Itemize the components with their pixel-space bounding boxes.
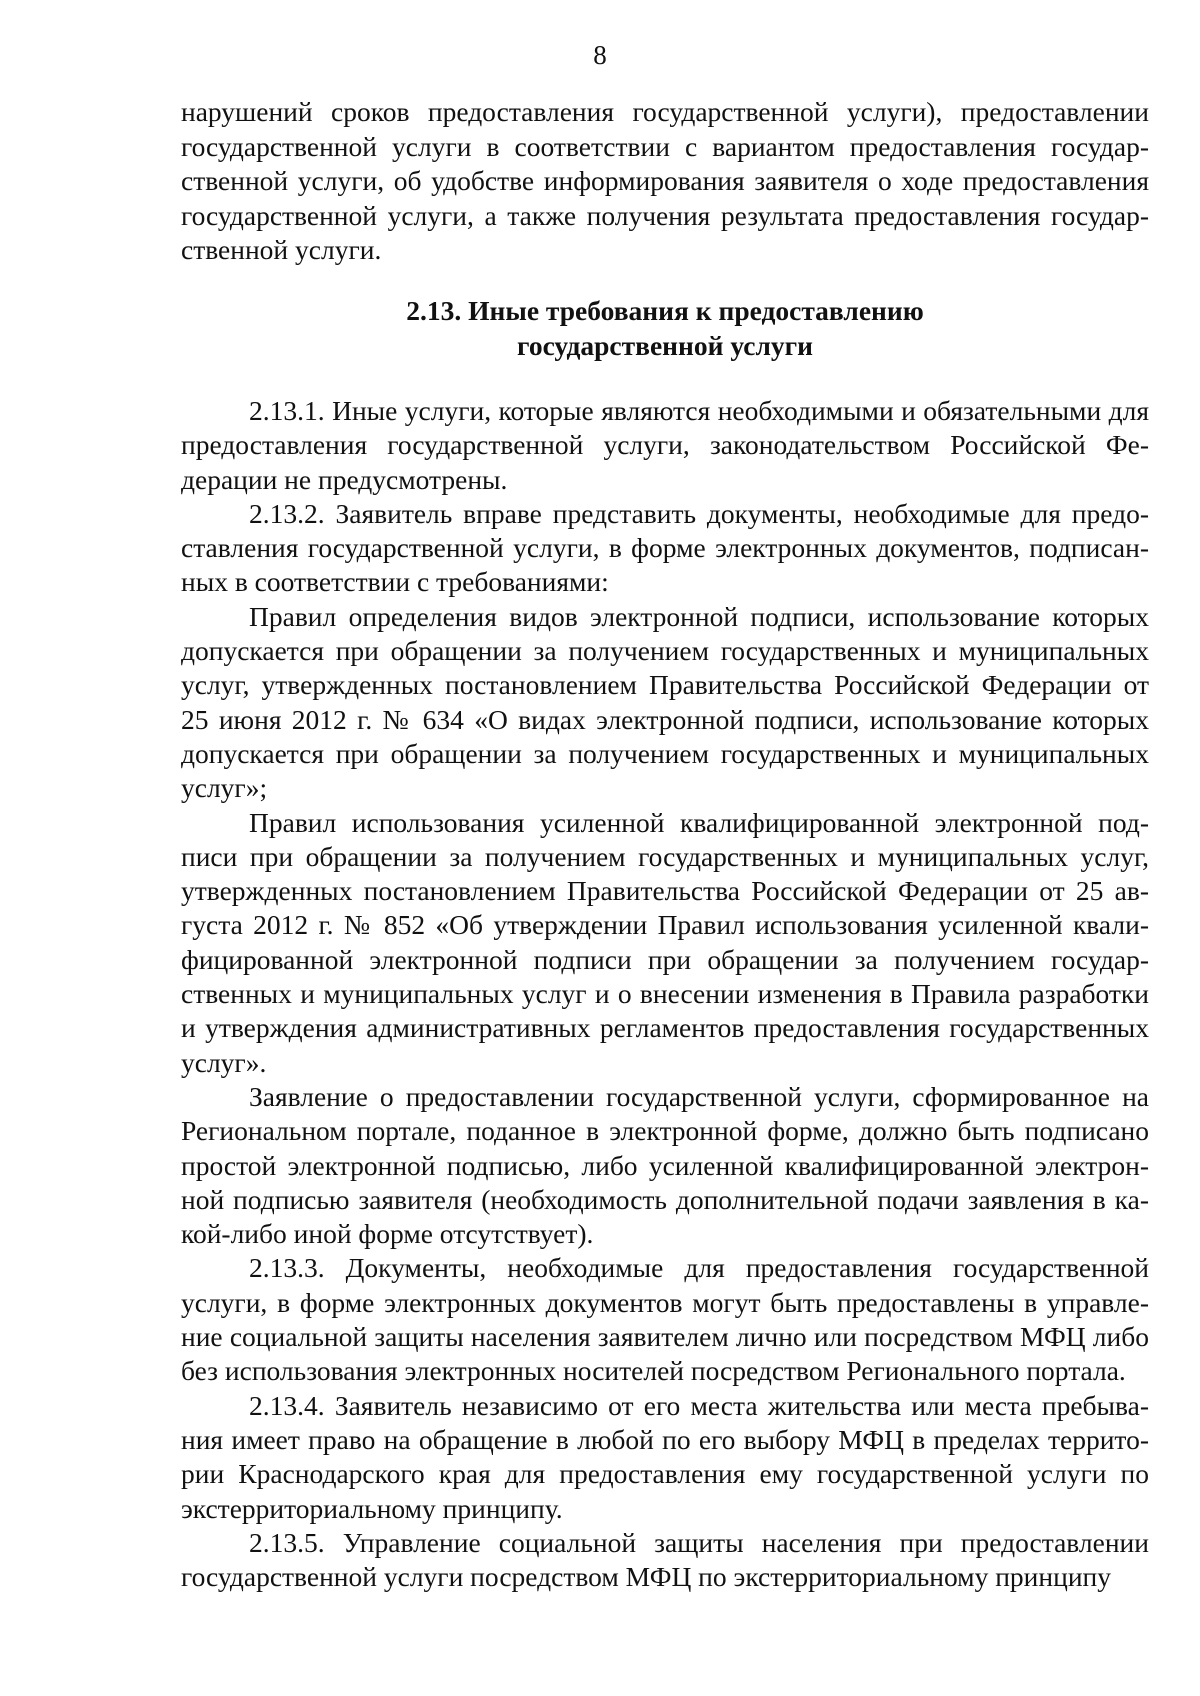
page-number: 8 bbox=[593, 40, 607, 70]
section-heading bbox=[181, 293, 1149, 363]
section-heading-line-1: 2.13. Иные требования к предоставлению bbox=[406, 295, 924, 326]
paragraph-2-13-5: 2.13.5. Управление социальной защиты населения при предоставлении государственной услуги посредством МФЦ по экстерриториальному принципу bbox=[181, 1526, 1149, 1593]
intro-paragraph: нарушений сроков предоставления государственной услуги), предоставлении государственной услуги в соответствии с вариантом предоставления государственной услуги, об удобстве информирования заявителя о ходе предоставления государственной услуги, а также получения результата предоставления государственной услуги. bbox=[181, 96, 1149, 265]
paragraph-2-13-4: 2.13.4. Заявитель независимо от его места жительства или места пребывания имеет право на обращение в любой по его выбору МФЦ в пределах территории Краснодарского края для предоставления ему государственной услуги по экстерриториальному принципу. bbox=[181, 1389, 1149, 1524]
paragraph-2-13-2: 2.13.2. Заявитель вправе представить документы, необходимые для предоставления государственной услуги, в форме электронных документов, подписанных в соответствии с требованиями: bbox=[181, 497, 1149, 598]
paragraph-rules-signature-types: Правил определения видов электронной подписи, использование которых допускается при обращении за получением государственных и муниципальных услуг, утвержденных постановлением Правительства Российской Федерации от 25 июня 2012 г. № 634 «О видах электронной подписи, использование которых допускается при обращении за получением государственных и муниципальных услуг»; bbox=[181, 600, 1149, 804]
paragraph-rules-qualified-signature: Правил использования усиленной квалифицированной электронной подписи при обращении за получением государственных и муниципальных услуг, утвержденных постановлением Правительства Российской Федерации от 25 августа 2012 г. № 852 «Об утверждении Правил использования усиленной квалифицированной электронной подписи при обращении за получением государственных и муниципальных услуг и о внесении изменения в Правила разработки и утверждения административных регламентов предоставления государственных услуг». bbox=[181, 806, 1149, 1078]
paragraph-application-signing: Заявление о предоставлении государственной услуги, сформированное на Региональном портале, поданное в электронной форме, должно быть подписано простой электронной подписью, либо усиленной квалифицированной электронной подписью заявителя (необходимость дополнительной подачи заявления в какой-либо иной форме отсутствует). bbox=[181, 1080, 1149, 1250]
paragraph-2-13-3: 2.13.3. Документы, необходимые для предоставления государственной услуги, в форме электронных документов могут быть предоставлены в управление социальной защиты населения заявителем лично или посредством МФЦ либо без использования электронных носителей посредством Регионального портала. bbox=[181, 1252, 1149, 1387]
section-body bbox=[181, 394, 1149, 1594]
section-heading-line-2: государственной услуги bbox=[517, 330, 813, 361]
intro-paragraph-block bbox=[181, 95, 1149, 268]
paragraph-2-13-1: 2.13.1. Иные услуги, которые являются необходимыми и обязательными для предоставления государственной услуги, законодательством Российской Федерации не предусмотрены. bbox=[181, 395, 1149, 495]
